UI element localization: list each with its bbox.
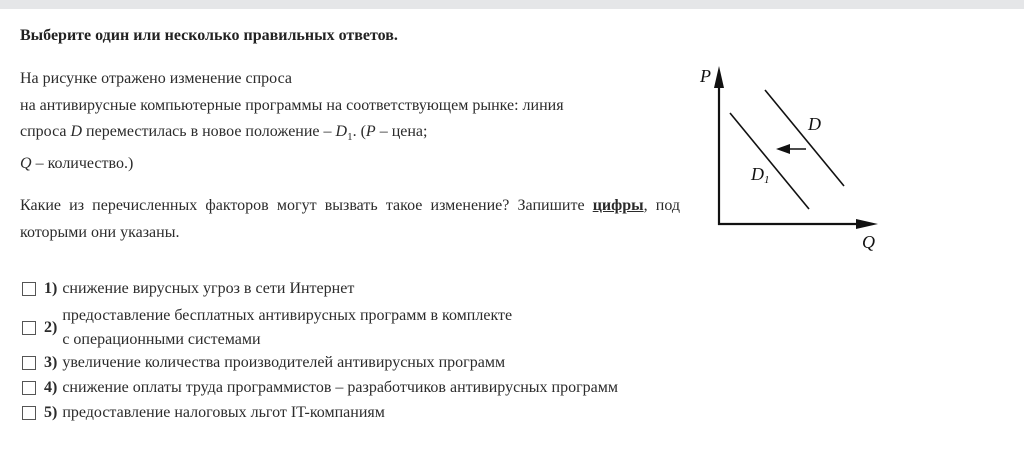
demand-shift-graph — [692, 58, 892, 258]
option-4-checkbox[interactable] — [22, 381, 36, 395]
d1-label: D1 — [751, 164, 770, 186]
top-bar — [0, 0, 1024, 9]
d-label: D — [808, 114, 821, 134]
option-2[interactable]: 2) предоставление бесплатных антивирусных программ в комплекте с операционными системами — [22, 304, 512, 352]
question-line-1: На рисунке отражено изменение спроса — [20, 70, 292, 87]
digits-emphasis: цифры — [592, 197, 644, 214]
option-3[interactable]: 3) увеличение количества производителей антивирусных программ — [22, 354, 505, 372]
p-axis-arrow — [714, 66, 724, 88]
p-label: P — [700, 66, 711, 86]
option-1[interactable]: 1) снижение вирусных угроз в сети Интернет — [22, 280, 354, 298]
question-line-2: на антивирусные компьютерные программы на соответствующем рынке: линия — [20, 96, 564, 114]
option-2-checkbox[interactable] — [22, 321, 36, 335]
instruction-heading: Выберите один или несколько правильных ответов. — [20, 27, 398, 44]
option-3-checkbox[interactable] — [22, 356, 36, 370]
question-line-4: Q – количество.) — [20, 154, 134, 172]
option-5-checkbox[interactable] — [22, 406, 36, 420]
q-label: Q — [862, 232, 875, 252]
shift-arrow-head — [776, 144, 790, 154]
option-5[interactable]: 5) предоставление налоговых льгот IT-компаниям — [22, 404, 385, 422]
demand-line-d — [765, 90, 844, 186]
option-4[interactable]: 4) снижение оплаты труда программистов – разработчиков антивирусных программ — [22, 379, 618, 397]
option-1-checkbox[interactable] — [22, 282, 36, 296]
task-text: Какие из перечисленных факторов могут вызвать такое изменение? Запишите цифры, под которыми они указаны. — [20, 197, 681, 241]
question-line-3: спроса D переместилась в новое положение – $D_1$. (P – цена; — [20, 123, 428, 144]
question-text — [20, 66, 680, 177]
q-axis-arrow — [856, 219, 878, 229]
demand-line-d1 — [730, 113, 809, 209]
